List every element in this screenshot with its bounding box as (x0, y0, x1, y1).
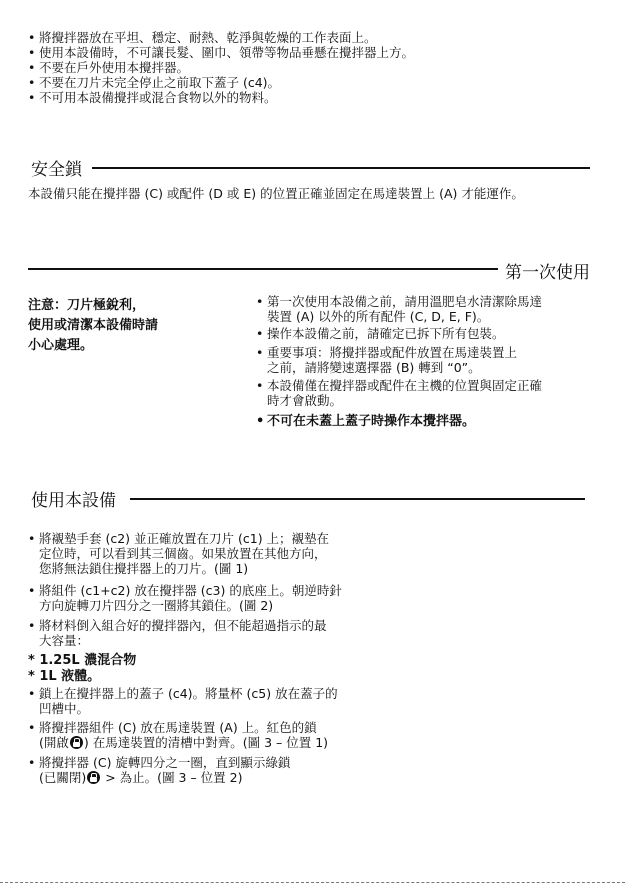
bullet-icon: • (28, 75, 36, 90)
bullet-icon: • (256, 345, 264, 360)
heading-rule (92, 167, 590, 169)
bullet-icon: • (256, 326, 264, 341)
bullet-icon: • (28, 90, 36, 105)
unlocked-padlock-icon (70, 736, 83, 749)
safety-lock-heading: 安全鎖 (31, 160, 82, 180)
bullet-icon: • (256, 294, 264, 309)
bullet-icon: • (28, 755, 36, 770)
safety-lock-text: 本設備只能在攪拌器 (C) 或配件 (D 或 E) 的位置正確並固定在馬達裝置上 (A) 才能運作。 (28, 186, 524, 201)
bullet-icon: • (28, 583, 36, 598)
page-bottom-dashed-border (0, 882, 625, 883)
bullet-icon: • (256, 414, 265, 429)
bullet-icon: • (28, 45, 36, 60)
bullet-icon: • (28, 720, 36, 735)
heading-rule (28, 268, 498, 270)
bullet-icon: • (28, 60, 36, 75)
bullet-icon: • (28, 30, 36, 45)
first-use-heading: 第一次使用 (505, 263, 590, 283)
using-appliance-heading: 使用本設備 (31, 491, 116, 511)
bullet-icon: • (28, 686, 36, 701)
bullet-icon: • (28, 531, 36, 546)
bullet-icon: • (256, 378, 264, 393)
capacity-thick-mixture: * 1.25L 濃混合物 (28, 653, 137, 668)
bullet-icon: • (28, 618, 36, 633)
heading-rule (130, 498, 585, 500)
capacity-liquid: * 1L 液體。 (28, 669, 101, 684)
locked-padlock-icon (87, 771, 100, 784)
